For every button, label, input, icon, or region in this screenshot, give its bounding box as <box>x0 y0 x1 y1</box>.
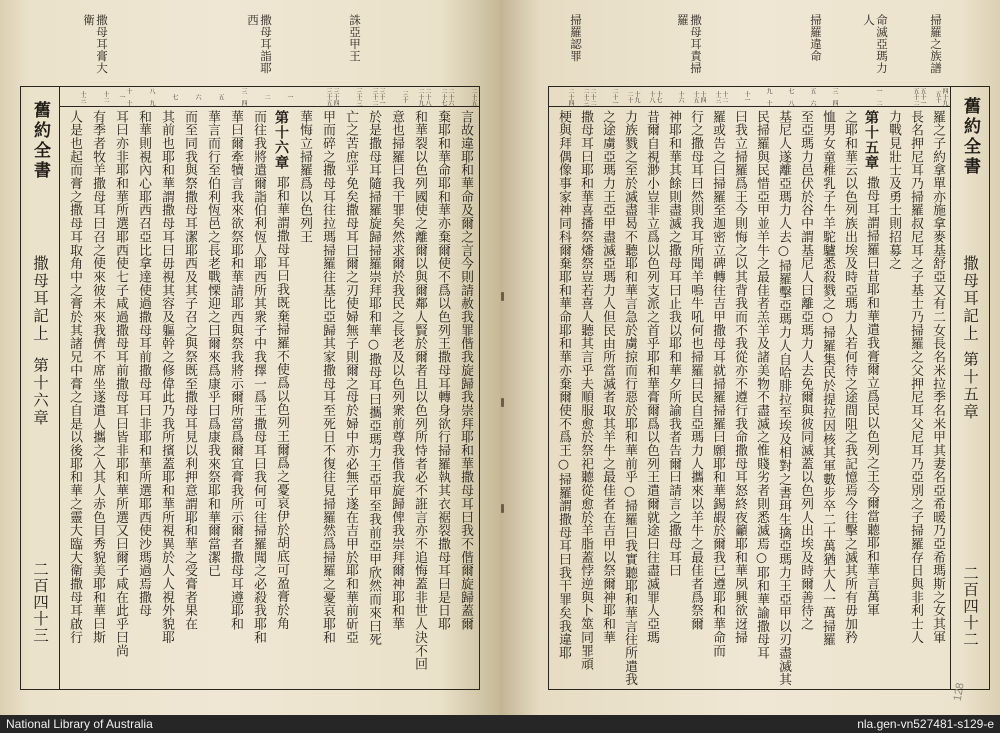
right_page-text-columns <box>549 107 950 689</box>
text-column-2: 長名押尼耳乃掃羅叔尼耳之子基士乃掃羅之父押尼耳父尼耳乃亞別之子掃羅存日與非利士人 <box>908 110 923 644</box>
text-column-13: 神耶和華其餘則盡滅之撒母耳曰止我以耶和華夕所諭我者告爾曰請言之撒母耳曰 <box>666 110 681 578</box>
text-column-4: 意也掃羅曰我干罪矣然求爾於我民之長老及以色列衆前尊我偕我旋歸俾我崇拜爾神耶和華 <box>389 110 404 631</box>
binding-stitch <box>501 398 504 407</box>
verse-number-label: 七 八 <box>787 87 794 106</box>
verse-number-label: 三十 <box>401 90 408 103</box>
text-column-10: 而往我將遣爾詣伯利恆人耶西所其衆子中我擇一爲王撒母耳曰我何可往掃羅聞之必殺我耶和 <box>251 110 266 644</box>
right-running-title: 舊約全書 <box>960 97 980 177</box>
text-column-14: 其前也耶和華謂撒母耳曰毋視其容及軀幹之修偉此乃我所擯蓋耶和華所視異於人人視外貌耶 <box>159 110 174 644</box>
verse-number-label: 五 六 <box>809 87 816 106</box>
footer-institution: National Library of Australia <box>6 717 153 731</box>
right_page-verse-numbers <box>549 87 950 112</box>
left-heading-3: 撒母耳膏大衛 <box>82 14 109 74</box>
verse-number-label: 三 四 <box>240 87 247 106</box>
text-column-3: 和華裂以色列國使之離爾以與爾鄰人賢於爾者且以色列所恃者必不誑言亦不追悔蓋非世人決不回 <box>412 110 427 671</box>
left-heading-2: 撒母耳詣耶西 <box>246 14 273 74</box>
verse-number-label <box>882 87 904 106</box>
right-chapter-label: 第十五章 <box>961 351 979 421</box>
chapter-heading: 第十五章 <box>863 110 879 170</box>
chapter-opening-text: 撒母耳謂掃羅曰昔耶和華遣我膏爾立爲民以色列之王今爾當聽耶和華言萬軍 <box>864 176 879 617</box>
left-chapter-label: 第十六章 <box>31 357 49 427</box>
verse-number-label: 五 <box>217 93 224 100</box>
verse-number-label: 十九 二十 <box>626 90 640 109</box>
right-page-margin-column <box>950 87 989 689</box>
left_page-text-columns <box>60 107 479 689</box>
text-column-18: 人是也起而膏之撒母耳取角中之膏於其諸兄中膏之自是以後耶和華之靈大臨大衛撒母耳啟行 <box>67 110 82 644</box>
verse-number-label <box>293 87 316 106</box>
text-column-10: 曰我立掃羅爲王今則悔之以其背我而不我從亦不遵行我命撒母耳怒終夜籲耶和華夙興欲迓掃 <box>732 110 747 644</box>
right-heading-1: 掃羅之族譜 <box>929 14 943 74</box>
text-column-15: 和華則視內心耶西召亞比拿達使過撒母耳前撒母耳曰非耶和華所選耶西使沙瑪過焉撒母 <box>136 110 151 618</box>
text-column-11: 羅或告之曰掃羅至迦密立碑轉往吉甲撒母耳就掃羅掃羅曰願耶和華錫嘏於爾我已遵耶和華命而 <box>710 110 725 658</box>
right-page <box>500 0 1000 715</box>
right-text-area <box>549 87 950 689</box>
left-page <box>0 0 500 715</box>
text-column-14: 昔爾自視渺小豈非立爲以色列支派之首乎耶和華膏爾爲以色列王遣爾就途曰往盡滅罪人亞瑪 <box>644 110 659 644</box>
text-column-2: 棄耶和華命耶和華亦棄爾使不爲以色列王撒母耳轉身欲行掃羅執其衣裾裂撒母耳曰是日耶 <box>435 110 450 631</box>
right-heading-4: 撒母耳責掃羅 <box>676 14 703 74</box>
text-column-1: 羅之子約拿單亦施拿麥基舒亞又有二女長名米拉季名米甲其妻名亞希暖乃亞希瑪斯之女其軍 <box>930 110 945 644</box>
text-column-3: 力戰見壯士及勇士則招募之 <box>886 110 901 271</box>
verse-number-label: 十二 十三 <box>714 90 728 109</box>
right-page-frame <box>548 86 990 690</box>
text-column-7: 甲而碎之撒母耳往拉瑪掃羅往基比亞歸其家撒母耳至死日不復往見掃羅然爲掃羅之憂哀耶和 <box>320 110 335 644</box>
binding-stitch <box>501 504 504 513</box>
verse-number-label: 一 二 <box>875 87 882 106</box>
left-page-margin-column <box>21 87 60 689</box>
left-heading-1: 誅亞甲王 <box>348 14 362 62</box>
text-column-6: 亡之苦庶乎免矣撒母耳曰爾之刃使婦無子則爾之母於婦中亦必無子遂在吉甲於耶和華前斫亞 <box>343 110 358 644</box>
chapter-opening-text: 耶和華謂撒母耳曰我既棄掃羅不使爲以色列王爾爲之憂哀伊於胡底可盈膏於角 <box>274 176 289 630</box>
text-column-13: 而至同我與祭撒母耳潔耶西及其子召之與祭既至撒母耳見以利押意謂耶和華之受膏者果在 <box>182 110 197 631</box>
chapter-heading: 第十六章 <box>273 110 289 170</box>
verse-number-label <box>838 87 860 106</box>
text-column-15: 力族戮之至於滅盡曷不聽耶和華言急於虜掠而行惡於耶和華前乎○掃羅曰我實聽耶和華言往所遣我 <box>622 110 637 687</box>
left-page-frame <box>20 86 480 690</box>
verse-number-label: 三十一 三十二 <box>371 87 385 112</box>
text-column-8: 基尼人遂離亞瑪力人去○掃羅擊亞瑪力人自哈腓拉至埃及相對之書珥生擒亞瑪力王亞甲以刃盡滅其 <box>776 110 791 687</box>
verse-number-label: 五十一 五十二 <box>912 87 926 112</box>
verse-number-label: 九 十 <box>765 87 772 106</box>
verse-number-label: 二十八 二十九 <box>417 87 431 112</box>
verse-number-label: 一 <box>286 93 293 100</box>
text-column-16: 之途虜亞瑪力王亞甲盡滅亞瑪力人但民由所當滅者取其羊牛之最佳者在吉甲以祭爾神耶和華 <box>600 110 615 644</box>
text-column-11: 華曰爾牽犢言我來欲祭耶和華請耶西與祭我將示爾所當爲爾宜膏我所示爾者撒母耳遵耶和 <box>228 110 243 631</box>
left_page-verse-numbers <box>60 87 479 112</box>
verse-number-label: 六 <box>194 93 201 100</box>
text-column-9 <box>270 110 293 686</box>
verse-number-label: 二 <box>263 93 270 100</box>
verse-number-label: 七 <box>171 93 178 100</box>
verse-number-label: 十 十一 <box>118 87 132 106</box>
right-page-number: 二百四十二 <box>961 565 979 648</box>
binding-stitch <box>501 292 504 301</box>
verse-number-label: 十六 <box>677 90 684 103</box>
verse-number-label: 三 四 <box>831 87 838 106</box>
text-column-12: 行之撒母耳曰然則我耳所聞羊鳴牛吼何也掃羅曰民自亞瑪力人攜來以羊牛之最佳者爲祭爾 <box>688 110 703 631</box>
text-column-9: 民掃羅與民惜亞甲並羊牛之最佳者羔羊及諸美物不盡滅之惟賤劣者則悉滅焉○耶和華諭撒母耳 <box>754 110 769 660</box>
text-column-17: 有季者牧羊撒母耳曰召之使來彼未來我儕不席坐遂遣人攜之入其人赤色目秀貌美耶和華曰斯 <box>90 110 105 644</box>
right-book-name: 撒母耳記上 <box>961 255 979 343</box>
verse-number-label: 二十二 二十三 <box>582 87 596 112</box>
left-book-name: 撒母耳記上 <box>31 255 49 343</box>
right-heading-2: 命滅亞瑪力人 <box>862 14 889 74</box>
left-running-title: 舊約全書 <box>30 101 50 181</box>
verse-number-label: 二十六 二十七 <box>440 87 454 112</box>
right-heading-3: 掃羅違命 <box>809 14 823 62</box>
left-page-number: 二百四十三 <box>31 561 49 644</box>
text-column-12: 華言而行至伯利恆邑之長老戰慄迎之曰爾來爲康乎曰爲康我來祭耶和華爾當潔已 <box>205 110 220 578</box>
footer-bar <box>0 715 1000 733</box>
verse-number-label: 三十三 <box>355 87 362 106</box>
footer-identifier: nla.gen-vn527481-s129-e <box>857 717 994 731</box>
verse-number-label: 二十四 <box>567 87 574 106</box>
verse-number-label: 十四 十五 <box>692 90 706 109</box>
text-column-5: 於是撒母耳隨掃羅旋歸掃羅崇拜耶和華○撒母耳曰攜亞瑪力王亞甲至我前亞甲欣然而來曰死 <box>366 110 381 647</box>
verse-number-label: 十二 <box>102 90 109 103</box>
text-column-17: 撒母耳曰耶和華喜播祭燔祭豈若喜人聽其言乎夫順服愈於祭祀聽從愈於羊脂蓋悖逆與卜筮同罪頑 <box>578 110 593 671</box>
text-column-18: 梗與拜偶像事家神同科爾棄耶和華命耶和華亦棄爾使不爲王○掃羅謂撒母耳曰我干罪矣我違耶 <box>556 110 571 660</box>
text-column-6: 恤男女童稚乳子牛羊駝驢悉殺戮之○掃羅集民於提拉因核其軍數步卒二十萬猶大人一萬掃羅 <box>820 110 835 647</box>
text-column-16: 耳曰亦非耶和華所選耶西使七子咸過撒母耳前撒母耳曰皆非耶和華所選又曰爾子咸在此乎曰尚 <box>113 110 128 658</box>
text-column-1: 言故違耶和華命及爾之言今則請赦我罪偕我旋歸我崇拜耶和華撒母耳曰我不偕爾旋歸蓋爾 <box>458 110 473 631</box>
verse-number-label: 十三 <box>79 90 86 103</box>
text-column-4 <box>860 110 882 686</box>
text-column-8: 華悔立掃羅爲以色列王 <box>297 110 312 244</box>
right-heading-5: 掃羅認罪 <box>569 14 583 62</box>
text-column-5: 之耶和華云以色列族出埃及時亞瑪力人若何待之途間阻之我記憶焉今往擊之滅其所有毋加矜 <box>842 110 857 644</box>
verse-number-label: 四十九 五十 <box>934 87 948 112</box>
verse-number-label: 八 九 <box>148 87 155 106</box>
verse-number-label: 二十一 <box>611 87 618 106</box>
text-column-7: 至亞瑪力邑伏於谷中謂基尼人曰離亞瑪力人去免爾與彼同滅蓋以色列人出埃及時爾善待之 <box>798 110 813 631</box>
verse-number-label: 十一 <box>743 90 750 103</box>
verse-number-label: 十七 十八 <box>648 90 662 109</box>
verse-number-label: 二十五 <box>470 87 477 106</box>
verse-number-label: 三十四 三十五 <box>325 87 339 112</box>
left-text-area <box>60 87 479 689</box>
handwritten-page-note: 128 <box>951 681 967 703</box>
